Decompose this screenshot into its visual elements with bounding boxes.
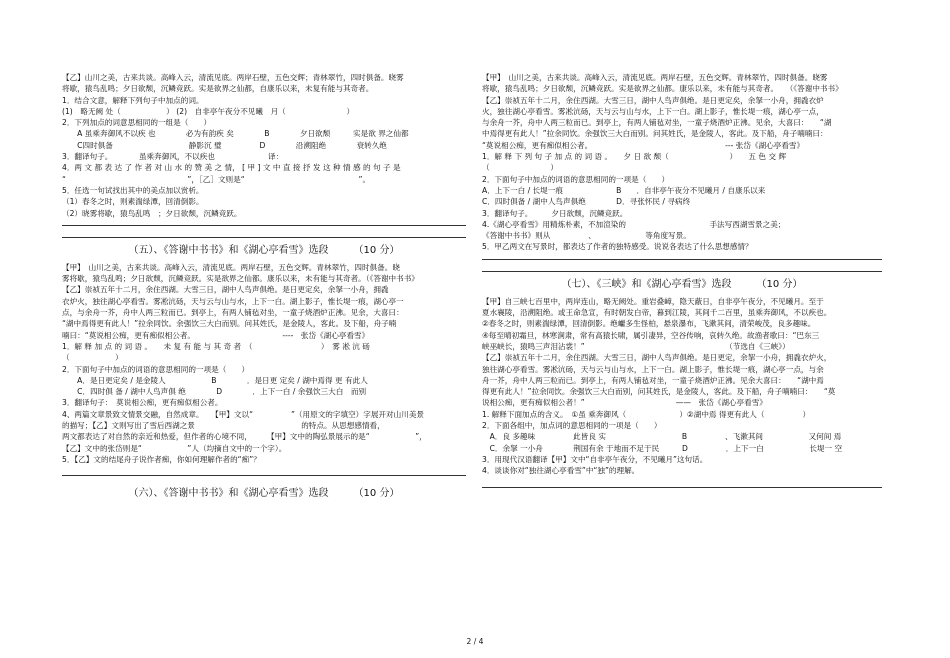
text-line: A．上下一白 / 长堤一痕 B ．自非亭午夜分不见曦月 / 自康乐以来 (482, 185, 766, 195)
text-line: 峡巫峡长，猿鸣三声泪沾裳！” （节选自《三峡》） (482, 341, 790, 351)
text-line: （ ） (62, 353, 123, 363)
text-line: 1. 解释下面加点的含义。 ①虽 乘奔御风（ ）②湖中焉 得更有此人（ ） (482, 409, 811, 419)
left-column (62, 72, 466, 505)
text-line: A．良 多趣味 此皆良 实 B 、飞漱其间 又何间 焉 (482, 432, 842, 442)
text-line: 两文都表达了对自然的亲近和热爱，但作者的心境不同， 【甲】文中的陶弘景展示的是“ ”， (62, 432, 427, 442)
text-line: 【甲】 山川之美，古来共谈。高峰入云，清流见底。两岸石壁，五色交辉。青林翠竹，四时俱备。晓雾 (482, 73, 828, 82)
text-line: 将歇，猿鸟乱鸣；夕日欲颓，沉鳞竞跃。实是欲界之仙都，自康乐以来，未复有能与其奇者。 (62, 84, 374, 94)
text-line: 【乙】崇祯五年十二月，余住西湖。大雪三日，湖中人鸟声俱绝。是日更定矣，余拏一小舟，拥毳衣炉 (482, 95, 824, 105)
left-question-block (62, 262, 466, 465)
text-line: 4、两篇文章景致文情景交融，自然成章。 【甲】文以“ ”（用原文的字填空）字展开对山川美景 (62, 409, 425, 419)
text-line: （2）晓雾将歇，猿鸟乱鸣 ；夕日欲颓，沉鳞竞跃。 (62, 208, 242, 218)
section-title-7: （七）、《三峡》和《湖心亭看雪》选段 （10 分） (561, 278, 803, 290)
text-line: 雾将歇，猿鸟乱鸣；夕日欲颓，沉鳞竞跃。实是欲界之仙都。康乐以来，未有能与其奇者。（《答谢中书书》 (62, 274, 419, 284)
text-line: C四时俱备 静影沉 璧 D 沿溯阻绝 衰转久绝 (62, 140, 387, 150)
text-line: 喃曰：“莫说相公痴，更有痴似相公者。 ---- 张岱《湖心亭看雪》 (62, 330, 370, 340)
text-line: A 虽乘奔御风不以疾 也 必为有韵疾 矣 B 夕日欲颓 实是欲 界之仙都 (62, 129, 409, 139)
text-line: 1．结合文意，解释下列句子中加点的词。 (62, 95, 204, 105)
text-line: C．四时俱备 / 湖中人鸟声俱绝 D．寻张怀民 / 寻病终 (482, 197, 691, 207)
text-line: 4.《湖心亭看雪》用精炼朴素，不加渲染的 手法写西湖雪景之美； (482, 219, 786, 229)
text-line: 2．下列加点的词意思相同的一组是（ ） (62, 118, 212, 128)
text-line: “湖中焉得更有此人！”拉余同饮。余强饮三大白而别。问其姓氏，是金陵人，客此。及下船，舟子喃 (62, 319, 397, 329)
text-line: C．余拏 一小舟 荆国有余 于地而不足于民 D ．上下一白 长堤一 空 (482, 443, 843, 453)
text-line: 说相公痴，更有痴似相公者！” —— 张岱《湖心亭看雪》 (482, 398, 767, 408)
text-line: 5．甲乙两文在写景时，都表达了作者的独特感受。说说各表达了什么思想感情？ (482, 242, 753, 252)
text-line: 【甲】自三峡七百里中，两岸连山，略无阙处。重岩叠嶂，隐天蔽日，自非亭午夜分，不见曦月。至于 (482, 296, 824, 306)
answer-line (62, 219, 466, 226)
text-line: 5．任选一句试找出其中的美点加以赏析。 (62, 185, 204, 195)
text-line: 点，与余舟一芥，舟中人两三粒而已。到亭上，有两人铺毡对坐，一童子烧酒炉正沸。见余，大喜曰： (62, 308, 404, 318)
text-line: 中焉得更有此人！”拉余同饮。余强饮三大白而别。问其姓氏，是金陵人，客此。及下船，舟子喃喃曰： (482, 129, 828, 139)
text-line: 2．下面各组中，加点词的意思相同的一项是（ ） (482, 421, 662, 431)
text-line: 2．下面句子中加点的词语的意思相同的一项是（ ） (62, 364, 250, 374)
section-title-6: （六）、《答谢中书书》和《湖心亭看雪》选段 （10 分） (128, 488, 400, 500)
text-line: 的描写；【乙】文则写出了雪后西湖之景 的特点。从思想感情看， (62, 421, 385, 431)
text-line: (1) 略无阙 处（ ） (2) 自非亭午夜分不见曦 月（ ） (62, 106, 355, 116)
left-passage-block (62, 72, 466, 219)
text-line: （ ） (482, 163, 558, 173)
text-line: 3．翻译句子。 夕日欲颓，沉鳞竞跃。 (482, 208, 628, 218)
section-title-5: （五）、《答谢中书书》和《湖心亭看雪》选段 （10 分） (128, 244, 400, 256)
answer-line (482, 477, 882, 488)
text-line: C．四时俱 备 / 湖中人鸟声俱 绝 D ．上下一白 / 余强饮三大白 而别 (62, 387, 367, 397)
text-line: ②春冬之时，则素湍绿潭，回清倒影。绝巘多生怪柏，悬泉瀑布，飞漱其间，清荣峻茂，良多趣味。 (482, 319, 816, 329)
text-line: 1．解 释 加 点 的 词 语 。 未 复 有 能 与 其 奇 者 （ ） 雾 凇 沆 砀 (62, 341, 370, 351)
text-line: A．是日更定矣 / 是金陵人 B ．是日更 定矣 / 湖中焉得 更 有此人 (62, 375, 368, 385)
text-line: 【乙】山川之美，古来共谈。高峰入云，清流见底。两岸石壁，五色交辉；青林翠竹，四时俱备。晓雾 (62, 73, 404, 82)
text-line: 《答谢中书书》则从 、 等角度写景。 (482, 231, 691, 241)
text-line: “莫说相公痴，更有痴似相公者。 --- 张岱《湖心亭看雪》 (482, 140, 805, 150)
text-line: 4．两 文 都 表 达 了 作 者 对 山 水 的 赞 美 之 情， [ 甲 ] 文 中 直 接 抒 发 这 种 情 感 的 句 子 是 (62, 163, 401, 173)
text-line: ④每至晴初霜旦，林寒涧肃，常有高猿长啸，属引凄异，空谷传响，哀转久绝。故渔者歌曰：“巴东三 (482, 330, 820, 340)
text-line: 【乙】崇祯五年十二月，余住西湖。大雪三日，湖中人鸟声俱绝。是日更定，余挐一小舟，拥毳衣炉火， (482, 353, 832, 363)
text-line: “ ”，［乙］文则是“ ”。 (62, 174, 371, 184)
page-number: 2 / 4 (466, 637, 484, 646)
text-line: 独往湖心亭看雪。雾凇沆砀，天与云与山与水，上下一白。湖上影子，惟长堤一痕，湖心亭一点，与余 (482, 364, 824, 374)
answer-line (62, 465, 466, 476)
answer-line (62, 231, 466, 238)
text-line: 与余舟一芥，舟中人两三粒而已。到亭上，有两人铺毡对坐，一童子烧酒炉正沸。见余，大喜曰： “湖 (482, 118, 832, 128)
text-line: （1）春冬之时，则素湍绿潭，回清倒影。 (62, 197, 204, 207)
text-line: 4．谈谈你对“独往湖心亭看雪”中“独”的理解。 (482, 466, 640, 476)
text-line: 火，独往湖心亭看雪。雾凇沆砀，天与云与山与水，上下一白。湖上影子，惟长堤一痕，湖心亭一点， (482, 106, 824, 116)
right-column (482, 72, 882, 493)
right-passage-block (482, 72, 882, 253)
text-line: 5．【乙】文的结尾舟子说作者痴，你如何理解作者的“痴”？ (62, 454, 261, 464)
text-line: 3．翻译句子： 莫说相公痴，更有痴似相公者。 (62, 398, 223, 408)
answer-line (482, 265, 882, 272)
right-question-block (482, 296, 882, 477)
text-line: 舟一芥，舟中人两三粒而已。到亭上，有两人铺毡对坐，一童子烧酒炉正沸。见余大喜曰： “湖中焉 (482, 375, 824, 385)
text-line: 【甲】 山川之美，古来共谈。高峰入云，清流见底。两岸石壁，五色交辉。青林翠竹，四时俱备。晓 (62, 262, 400, 272)
text-line: 将歇，猿鸟乱鸣；夕日欲颓，沉鳞竞跃。实是欲界之仙都。康乐以来，未有能与其奇者。 （《答谢中书书》 (482, 84, 843, 94)
text-line: 2．下面句子中加点的词语的意思相同的一项是（ ） (482, 174, 670, 184)
text-line: 3．翻译句子。 虽乘奔御风，不以疾也 译： (62, 152, 284, 162)
text-line: 3．用现代汉语翻译【甲】文中“自非亭午夜分，不见曦月”这句话。 (482, 454, 708, 464)
text-line: 夏水襄陵，沿溯阻绝。或王命急宣，有时朝发白帝，暮到江陵，其间千二百里，虽乘奔御风，不以疾也。 (482, 308, 832, 318)
text-line: 得更有此人！”拉余同饮。余强饮三大白而别，问其姓氏，是金陵人，客此。及下船，舟子喃喃曰： “莫 (482, 387, 836, 397)
text-line: 衣炉火，独往湖心亭看雪。雾凇沆砀，天与云与山与水，上下一白。湖上影子，惟长堤一痕，湖心亭一 (62, 296, 404, 306)
text-line: 【乙】文中的张岱则是“ ”人（均摘自文中的一个字）。 (62, 443, 287, 453)
text-line: 1．解 释 下 列 句 子 加 点 的 词 语 。 夕 日 欲 颓（ ） 五 色 交 辉 (482, 152, 787, 162)
text-line: 【乙】崇祯五年十二月，余住西湖。大雪三日，湖中人鸟声俱绝。是日更定矣，余拏一小舟，拥毳 (62, 285, 389, 295)
answer-line (482, 253, 882, 260)
